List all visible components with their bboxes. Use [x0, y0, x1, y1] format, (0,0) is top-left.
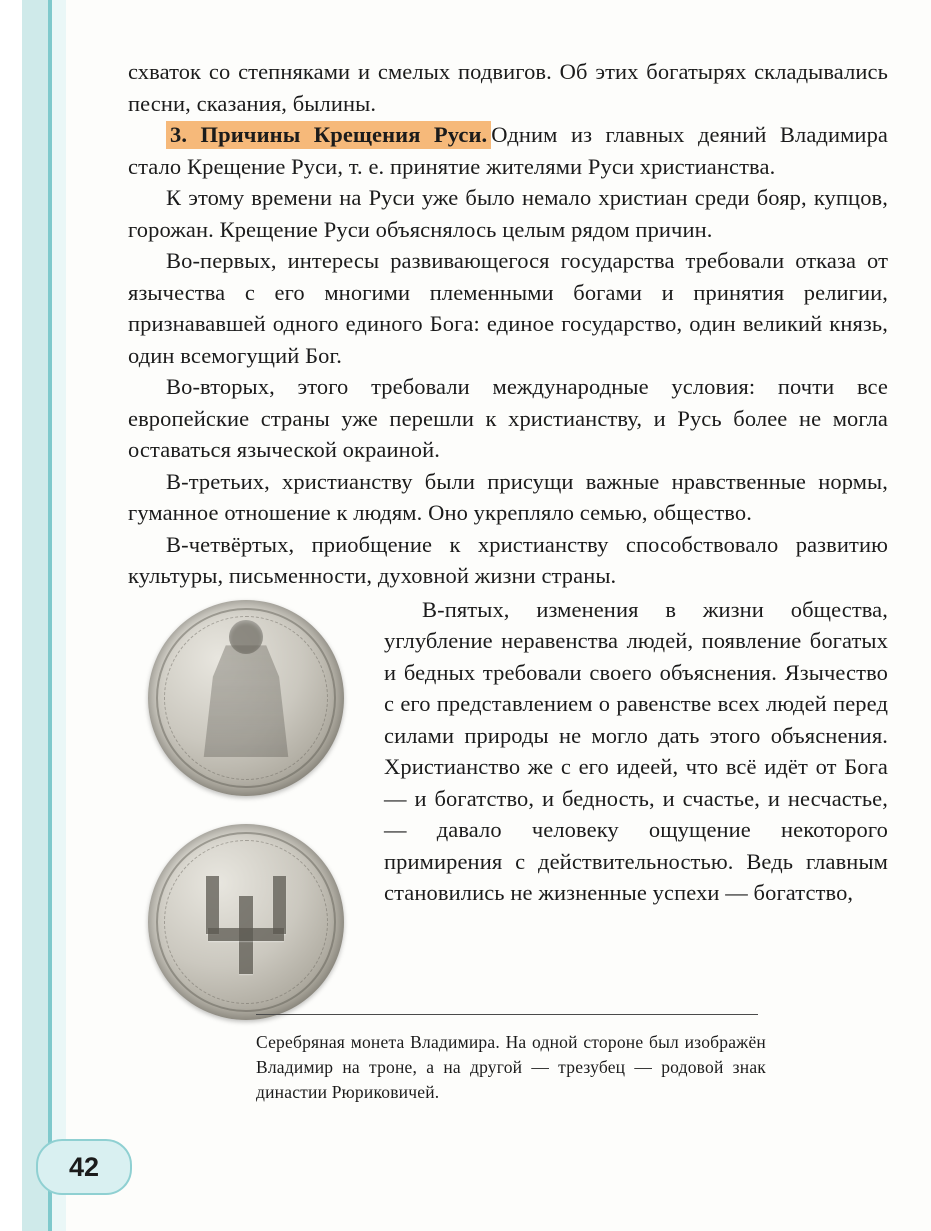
paragraph-fifth-reason: В-пятых, изменения в жизни общества, углубление неравенства людей, появление богатых и бедных требовали своего объяснения. Язычество с его представлением о равенстве всех людей перед силами природы не могло дать этого объяснения. Христианство же с его идеей, что всё идёт от Бога — и богатство, и бедность, и счастье, и несчастье, — давало человеку ощущение некоторого примирения с действительностью. Ведь главным становились не жизненные успехи — богатство, — [384, 596, 888, 905]
figure-caption: Серебряная монета Владимира. На одной стороне был изображён Владимир на троне, а на другой — трезубец — родовой знак династии Рюриковичей. — [256, 1032, 766, 1102]
paragraph-third-reason: В-третьих, христианству были присущи важные нравственные нормы, гуманное отношение к людям. Оно укрепляло семью, общество. — [128, 468, 888, 525]
paragraph-second-reason: Во-вторых, этого требовали международные условия: почти все европейские страны уже перешли к христианству, и Русь более не могла оставаться языческой окраиной. — [128, 374, 888, 462]
paragraph-first-reason: Во-первых, интересы развивающегося государства требовали отказа от язычества с его многими племенными богами и принятия религии, признававшей одного единого Бога: единое государство, один великий князь, один всемогущий Бог. — [128, 248, 888, 368]
flowing-text-column — [384, 594, 888, 909]
coin-legend-ring — [164, 616, 328, 780]
coin-reverse-image — [148, 824, 344, 1020]
trident-right-prong — [273, 876, 286, 934]
section-paragraph — [128, 119, 888, 182]
coin-figure-column — [128, 600, 364, 1048]
coin-legend-ring — [164, 840, 328, 1004]
trident-base — [208, 928, 284, 941]
page-margin-inner-band — [52, 0, 66, 1231]
section-heading: 3. Причины Крещения Руси. — [166, 121, 491, 149]
coin-prince-head-icon — [229, 620, 263, 654]
paragraph-intro: схваток со степняками и смелых подвигов. Об этих богатырях складывались песни, сказания, былины. — [128, 59, 888, 116]
trident-middle-prong — [239, 896, 253, 974]
section-paragraph-text: Одним из главных деяний Владимира стало Крещение Руси, т. е. принятие жителями Руси христианства. — [128, 122, 889, 179]
page-margin-teal-band — [22, 0, 48, 1231]
trident-left-prong — [206, 876, 219, 934]
figure-and-text-row — [128, 594, 888, 909]
page-margin-outer — [0, 0, 22, 1231]
caption-divider — [256, 1014, 758, 1015]
paragraph-christians: К этому времени на Руси уже было немало христиан среди бояр, купцов, горожан. Крещение Руси объяснялось целым рядом причин. — [128, 185, 888, 242]
page-number-label: 42 — [68, 1151, 100, 1182]
page-content — [128, 56, 888, 909]
paragraph-fourth-reason: В-четвёртых, приобщение к христианству способствовало развитию культуры, письменности, духовной жизни страны. — [128, 531, 888, 588]
trident-icon — [202, 870, 290, 974]
coin-obverse-image — [148, 600, 344, 796]
coin-enthroned-prince-icon — [200, 645, 292, 757]
page-number-badge — [36, 1139, 132, 1195]
